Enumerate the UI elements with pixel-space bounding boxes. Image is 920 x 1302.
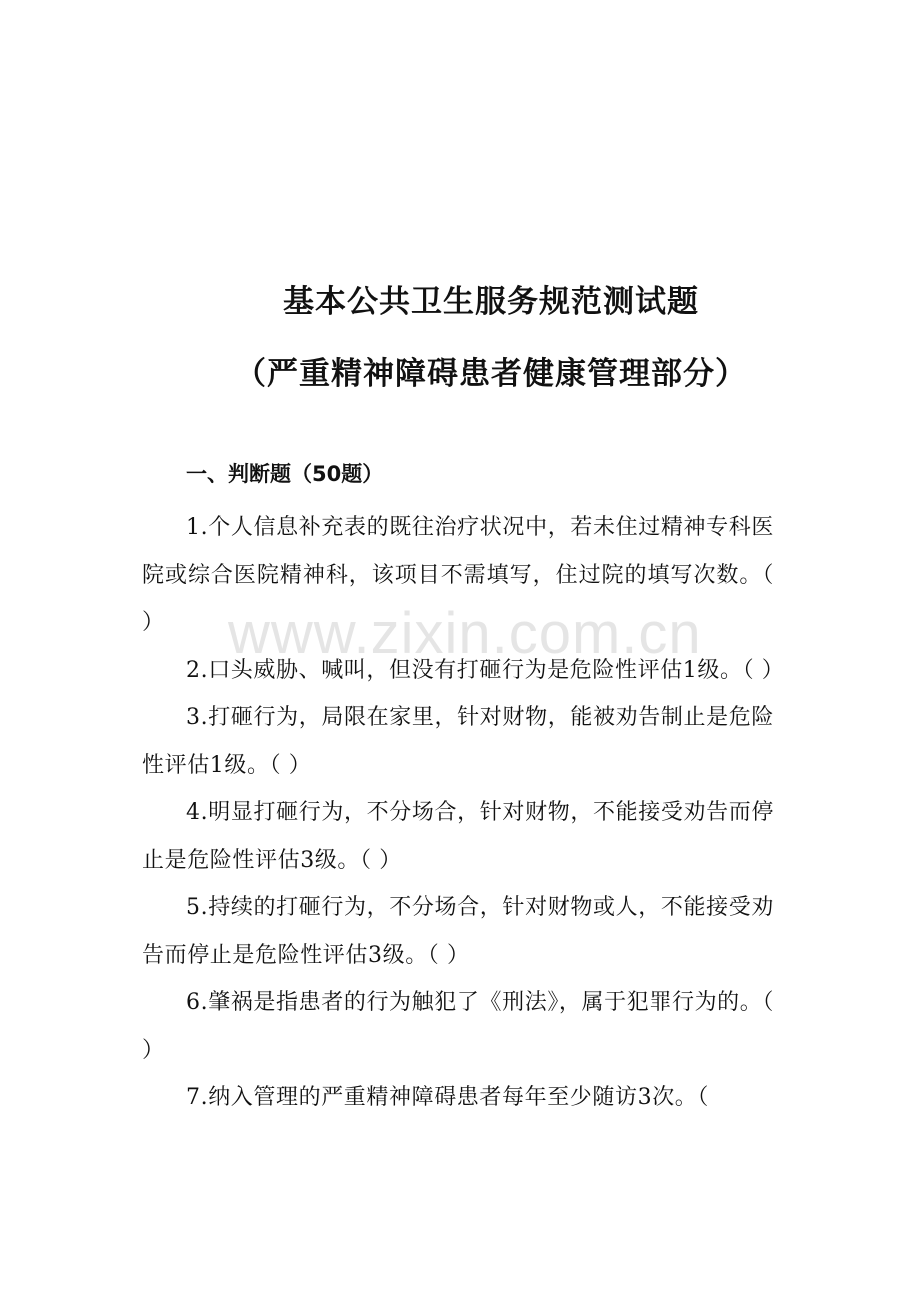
question-item: 7.纳入管理的严重精神障碍患者每年至少随访3次。（ — [186, 1085, 709, 1110]
question-item: 6.肇祸是指患者的行为触犯了《刑法》，属于犯罪行为的。（ ） — [142, 990, 774, 1063]
question-item: 2.口头威胁、喊叫，但没有打砸行为是危险性评估1级。（ ） — [186, 657, 785, 683]
question-item: 1.个人信息补充表的既往治疗状况中，若未住过精神专科医院或综合医院精神科，该项目不需填写，住过院的填写次数。（ ） — [142, 515, 774, 635]
watermark: www.zixin.com.cn — [228, 601, 702, 666]
section-heading: 一、判断题（50题） — [186, 462, 384, 486]
document-subtitle: （严重精神障碍患者健康管理部分） — [235, 356, 747, 392]
question-item: 3.打砸行为，局限在家里，针对财物，能被劝告制止是危险性评估1级。（ ） — [142, 705, 774, 778]
document-title: 基本公共卫生服务规范测试题 — [283, 284, 699, 320]
question-item: 4.明显打砸行为，不分场合，针对财物，不能接受劝告而停止是危险性评估3级。（ ） — [142, 800, 774, 873]
question-list — [142, 504, 785, 1122]
question-item: 5.持续的打砸行为，不分场合，针对财物或人，不能接受劝告而停止是危险性评估3级。（ ） — [142, 895, 774, 968]
